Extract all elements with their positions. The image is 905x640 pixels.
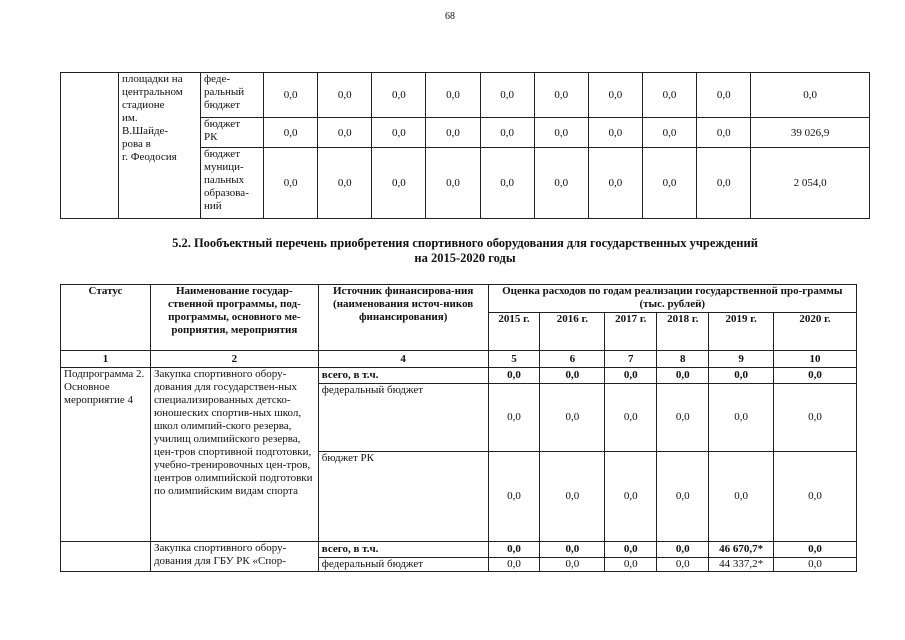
status-cell — [61, 542, 151, 572]
value-cell: 0,0 — [697, 118, 751, 148]
value-cell: 44 337,2* — [709, 558, 774, 572]
header-estimate: Оценка расходов по годам реализации государственной про-граммы (тыс. рублей) — [488, 285, 856, 313]
value-cell: 0,0 — [605, 384, 657, 452]
value-cell: 0,0 — [588, 118, 642, 148]
value-cell: 0,0 — [588, 73, 642, 118]
table-row — [61, 368, 857, 384]
equipment-table — [60, 284, 857, 572]
col-number: 2 — [150, 351, 318, 368]
value-cell: 0,0 — [774, 384, 857, 452]
value-cell: 0,0 — [657, 452, 709, 542]
value-cell: 0,0 — [372, 118, 426, 148]
header-year: 2018 г. — [657, 313, 709, 351]
value-cell: 2 054,0 — [751, 148, 870, 219]
value-cell: 0,0 — [709, 368, 774, 384]
funding-source: феде- ральный бюджет — [201, 73, 264, 118]
value-cell: 0,0 — [264, 148, 318, 219]
value-cell: 0,0 — [480, 118, 534, 148]
value-cell: 0,0 — [480, 148, 534, 219]
value-cell: 0,0 — [540, 542, 605, 558]
value-cell: 0,0 — [605, 452, 657, 542]
value-cell: 0,0 — [774, 368, 857, 384]
value-cell: 0,0 — [751, 73, 870, 118]
table-row — [61, 542, 857, 558]
col-number: 4 — [318, 351, 488, 368]
value-cell: 0,0 — [372, 73, 426, 118]
value-cell: 46 670,7* — [709, 542, 774, 558]
value-cell: 0,0 — [480, 73, 534, 118]
value-cell: 0,0 — [642, 118, 696, 148]
value-cell: 0,0 — [774, 558, 857, 572]
value-cell: 0,0 — [657, 384, 709, 452]
header-year: 2016 г. — [540, 313, 605, 351]
funding-source: бюджет муници- пальных образова- ний — [201, 148, 264, 219]
table-row — [61, 73, 870, 118]
value-cell: 0,0 — [540, 368, 605, 384]
value-cell: 0,0 — [426, 73, 480, 118]
header-year: 2019 г. — [709, 313, 774, 351]
value-cell: 0,0 — [426, 118, 480, 148]
col-number: 10 — [774, 351, 857, 368]
page-number: 68 — [445, 11, 455, 22]
value-cell: 0,0 — [697, 148, 751, 219]
value-cell: 0,0 — [605, 558, 657, 572]
value-cell: 0,0 — [426, 148, 480, 219]
value-cell: 0,0 — [605, 542, 657, 558]
value-cell: 0,0 — [697, 73, 751, 118]
header-status: Статус — [61, 285, 151, 351]
activity-name: Закупка спортивного обору-дования для государствен-ных специализированных детско-юношеских спортив-ных школ, школ олимпий-ского резерва, училищ олимпийского резерва, цен-тров спортивной подготовки, учебно-тренировочных цен-тров, центров олимпийской подготовки по олимпийским видам спорта — [150, 368, 318, 542]
header-source: Источник финансирова-ния (наименования источ-ников финансирования) — [318, 285, 488, 351]
header-year: 2015 г. — [488, 313, 540, 351]
value-cell: 0,0 — [709, 452, 774, 542]
value-cell: 0,0 — [264, 73, 318, 118]
section-heading: 5.2. Пообъектный перечень приобретения спортивного оборудования для государственных учреждений на 2015-2020 годы — [172, 236, 758, 265]
table-continued — [60, 72, 870, 219]
funding-source: всего, в т.ч. — [318, 368, 488, 384]
status-cell: Подпрограмма 2. Основное мероприятие 4 — [61, 368, 151, 542]
value-cell: 0,0 — [534, 118, 588, 148]
value-cell: 0,0 — [540, 558, 605, 572]
value-cell: 0,0 — [264, 118, 318, 148]
value-cell: 39 026,9 — [751, 118, 870, 148]
col-number: 5 — [488, 351, 540, 368]
col-number: 8 — [657, 351, 709, 368]
col-number: 6 — [540, 351, 605, 368]
value-cell: 0,0 — [657, 542, 709, 558]
value-cell: 0,0 — [318, 148, 372, 219]
value-cell: 0,0 — [605, 368, 657, 384]
empty-cell — [61, 73, 119, 219]
value-cell: 0,0 — [540, 384, 605, 452]
funding-source: бюджет РК — [201, 118, 264, 148]
value-cell: 0,0 — [642, 148, 696, 219]
column-numbers-row — [61, 351, 857, 368]
header-year: 2020 г. — [774, 313, 857, 351]
value-cell: 0,0 — [488, 384, 540, 452]
value-cell: 0,0 — [540, 452, 605, 542]
value-cell: 0,0 — [657, 558, 709, 572]
col-number: 9 — [709, 351, 774, 368]
value-cell: 0,0 — [488, 452, 540, 542]
value-cell: 0,0 — [318, 73, 372, 118]
col-number: 1 — [61, 351, 151, 368]
value-cell: 0,0 — [534, 148, 588, 219]
value-cell: 0,0 — [488, 558, 540, 572]
header-year: 2017 г. — [605, 313, 657, 351]
header-row — [61, 285, 857, 313]
funding-source: федеральный бюджет — [318, 558, 488, 572]
value-cell: 0,0 — [318, 118, 372, 148]
col-number: 7 — [605, 351, 657, 368]
value-cell: 0,0 — [488, 542, 540, 558]
value-cell: 0,0 — [709, 384, 774, 452]
value-cell: 0,0 — [488, 368, 540, 384]
funding-source: федеральный бюджет — [318, 384, 488, 452]
value-cell: 0,0 — [774, 452, 857, 542]
activity-name: Закупка спортивного обору-дования для ГБУ РК «Спор- — [150, 542, 318, 572]
value-cell: 0,0 — [588, 148, 642, 219]
funding-source: бюджет РК — [318, 452, 488, 542]
value-cell: 0,0 — [372, 148, 426, 219]
value-cell: 0,0 — [534, 73, 588, 118]
value-cell: 0,0 — [774, 542, 857, 558]
facility-name: площадки на центральном стадионе им. В.Шайде- рова в г. Феодосия — [119, 73, 201, 219]
value-cell: 0,0 — [642, 73, 696, 118]
header-name: Наименование государ-ственной программы, под-программы, основного ме-роприятия, мероприятия — [150, 285, 318, 351]
value-cell: 0,0 — [657, 368, 709, 384]
funding-source: всего, в т.ч. — [318, 542, 488, 558]
